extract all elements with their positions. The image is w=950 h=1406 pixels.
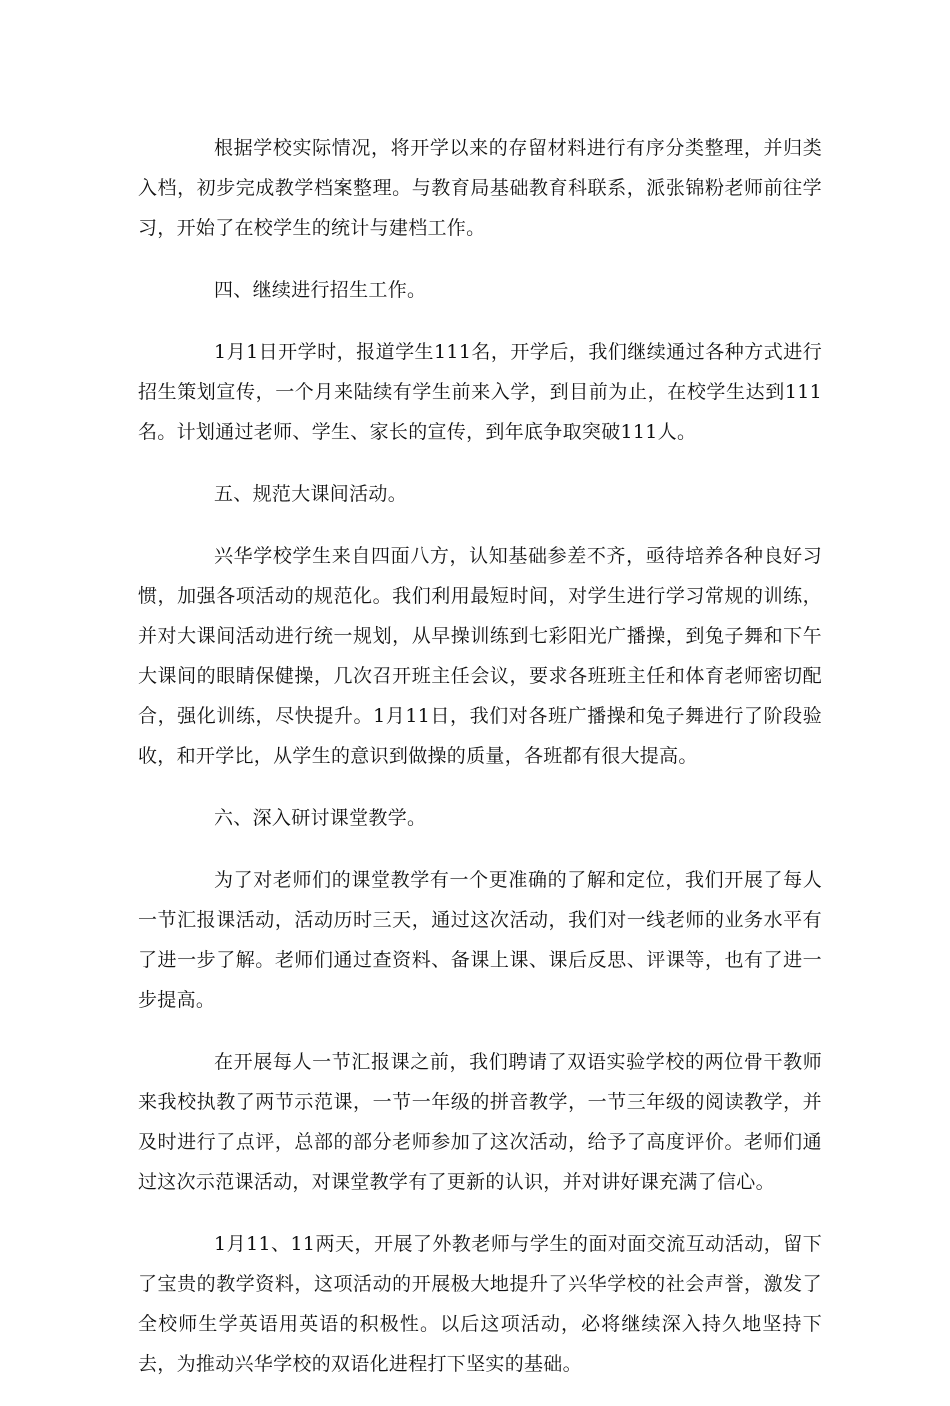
paragraph-archive-work: 根据学校实际情况，将开学以来的存留材料进行有序分类整理，并归类入档，初步完成教学档案整理。与教育局基础教育科联系，派张锦粉老师前往学习，开始了在校学生的统计与建档工作。 xyxy=(138,137,822,239)
paragraph-demo-lessons: 在开展每人一节汇报课之前，我们聘请了双语实验学校的两位骨干教师来我校执教了两节示范课，一节一年级的拼音教学，一节三年级的阅读教学，并及时进行了点评，总部的部分老师参加了这次活动，给予了高度评价。老师们通过这次示范课活动，对课堂教学有了更新的认识，并对讲好课充满了信心。 xyxy=(138,1051,822,1193)
paragraph-recess-activities: 兴华学校学生来自四面八方，认知基础参差不齐，亟待培养各种良好习惯，加强各项活动的规范化。我们利用最短时间，对学生进行学习常规的训练，并对大课间活动进行统一规划，从早操训练到七彩阳光广播操，到兔子舞和下午大课间的眼睛保健操，几次召开班主任会议，要求各班班主任和体育老师密切配合，强化训练，尽快提升。1月11日，我们对各班广播操和兔子舞进行了阶段验收，和开学比，从学生的意识到做操的质量，各班都有很大提高。 xyxy=(138,545,822,767)
heading-recess-activities: 五、规范大课间活动。 xyxy=(214,483,408,505)
paragraph-enrollment: 1月1日开学时，报道学生111名，开学后，我们继续通过各种方式进行招生策划宣传，一个月来陆续有学生前来入学，到目前为止，在校学生达到111名。计划通过老师、学生、家长的宣传，到年底争取突破111人。 xyxy=(138,341,822,443)
paragraph-report-lessons: 为了对老师们的课堂教学有一个更准确的了解和定位，我们开展了每人一节汇报课活动，活动历时三天，通过这次活动，我们对一线老师的业务水平有了进一步了解。老师们通过查资料、备课上课、课后反思、评课等，也有了进一步提高。 xyxy=(138,869,822,1011)
heading-classroom-teaching: 六、深入研讨课堂教学。 xyxy=(214,807,427,829)
document-page xyxy=(138,128,822,1406)
heading-enrollment: 四、继续进行招生工作。 xyxy=(214,279,427,301)
paragraph-foreign-teacher-exchange: 1月11、11两天，开展了外教老师与学生的面对面交流互动活动，留下了宝贵的教学资料，这项活动的开展极大地提升了兴华学校的社会声誉，激发了全校师生学英语用英语的积极性。以后这项活动，必将继续深入持久地坚持下去，为推动兴华学校的双语化进程打下坚实的基础。 xyxy=(138,1233,822,1375)
